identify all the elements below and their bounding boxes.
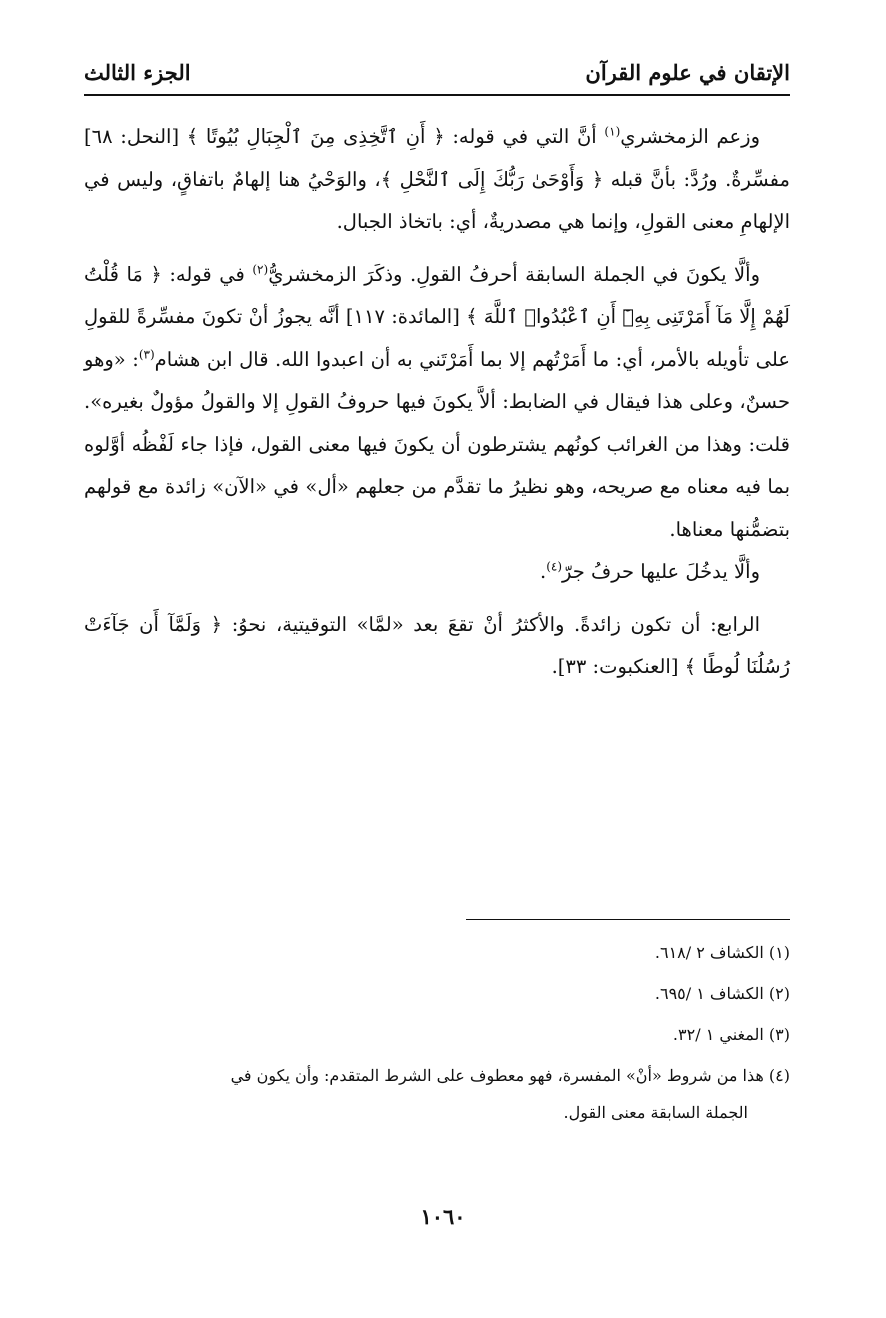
footnote-4: (٤) هذا من شروط «أنْ» المفسرة، فهو معطوف على الشرط المتقدم: وأن يكون في bbox=[230, 1066, 790, 1085]
paragraph-4 bbox=[84, 604, 790, 689]
text-run: [النحل: ٦٨] مفسِّرةٌ. ورُدَّ: بأنَّ قبله bbox=[84, 125, 790, 191]
text-run: في قوله: bbox=[161, 262, 253, 286]
footnote-rule bbox=[466, 919, 790, 920]
paragraph-2 bbox=[84, 254, 790, 552]
volume-label: الجزء الثالث bbox=[84, 59, 191, 85]
text-run: وألَّا يكونَ في الجملة السابقة أحرفُ القولِ. وذكَرَ الزمخشريُّ bbox=[268, 262, 760, 286]
footnote-4-continuation: الجملة السابقة معنى القول. bbox=[563, 1103, 748, 1122]
paragraph-1 bbox=[84, 116, 790, 244]
header-rule bbox=[84, 94, 790, 96]
footnote-1: (١) الكشاف ٢ /٦١٨. bbox=[654, 943, 790, 962]
book-title: الإتقان في علوم القرآن bbox=[585, 59, 790, 85]
footnote-ref-4: (٤) bbox=[546, 559, 563, 574]
main-text bbox=[84, 116, 790, 689]
quran-verse: ﴿ أَنِ ٱتَّخِذِى مِنَ ٱلْجِبَالِ بُيُوتًا ﴾ bbox=[186, 125, 445, 148]
text-run: وألَّا يدخُلَ عليها حرفُ جرّ bbox=[562, 560, 760, 583]
footnote-ref-1: (١) bbox=[604, 124, 621, 139]
footnote-2: (٢) الكشاف ١ /٦٩٥. bbox=[654, 984, 790, 1003]
text-run: وزعم الزمخشري bbox=[620, 125, 760, 148]
text-run: أنَّ التي في قوله: bbox=[444, 125, 605, 148]
text-run: : «وهو حسنٌ، وعلى هذا فيقال في الضابط: ألاَّ يكونَ فيها حروفُ القولِ إلا والقولُ مؤولٌ بغيره». قلت: وهذا من الغرائب كونُهم يشترطون أن يكونَ فيها معنى القول، فإذا جاء لَفْظُه أوَّلوه بما فيه معناه مع صريحه، وهو نظيرُ ما تقدَّم من جعلهم «أل» في «الآن» زائدة مع قولهم بتضمُّنها معناها. bbox=[84, 347, 790, 541]
text-run: ، والوَحْيُ هنا إلهامٌ باتفاقٍ، وليس في الإلهامِ معنى القولِ، وإنما هي مصدريةٌ، أي: باتخاذ الجبال. bbox=[84, 167, 790, 233]
running-header bbox=[84, 50, 790, 94]
paragraph-3 bbox=[84, 551, 790, 594]
quran-verse: ﴿ مَا قُلْتُ لَهُمْ إِلَّا مَآ أَمَرْتَنِى بِهِۦٓ أَنِ ٱعْبُدُوا۟ ٱللَّهَ ﴾ bbox=[84, 262, 790, 328]
quran-verse: ﴿ وَأَوْحَىٰ رَبُّكَ إِلَى ٱلنَّحْلِ ﴾ bbox=[380, 167, 604, 191]
text-run: [المائدة: ١١٧] أنَّه يجوزُ أنْ تكونَ مفسِّرةً للقولِ على تأويله بالأمر، أي: ما أَمَرْتُهم إلا بما أَمَرْتَني به أن اعبدوا الله. قال ابن هشام bbox=[84, 305, 790, 371]
page-number: ١٠٦٠ bbox=[420, 1204, 466, 1229]
footnotes bbox=[84, 932, 790, 1133]
text-run: [العنكبوت: ٣٣]. bbox=[551, 655, 685, 678]
footnote-ref-3: (٣) bbox=[138, 347, 155, 361]
footnote-ref-2: (٢) bbox=[252, 262, 269, 276]
quran-verse: ﴿ وَلَمَّآ أَن جَآءَتْ رُسُلُنَا لُوطًا ﴾ bbox=[84, 612, 790, 678]
text-run: . bbox=[539, 560, 547, 583]
footnote-3: (٣) المغني ١ /٣٢. bbox=[672, 1025, 790, 1044]
text-run: الرابع: أن تكون زائدةً. والأكثرُ أنْ تقعَ بعد «لمَّا» التوقيتية، نحوُ: bbox=[222, 612, 760, 636]
